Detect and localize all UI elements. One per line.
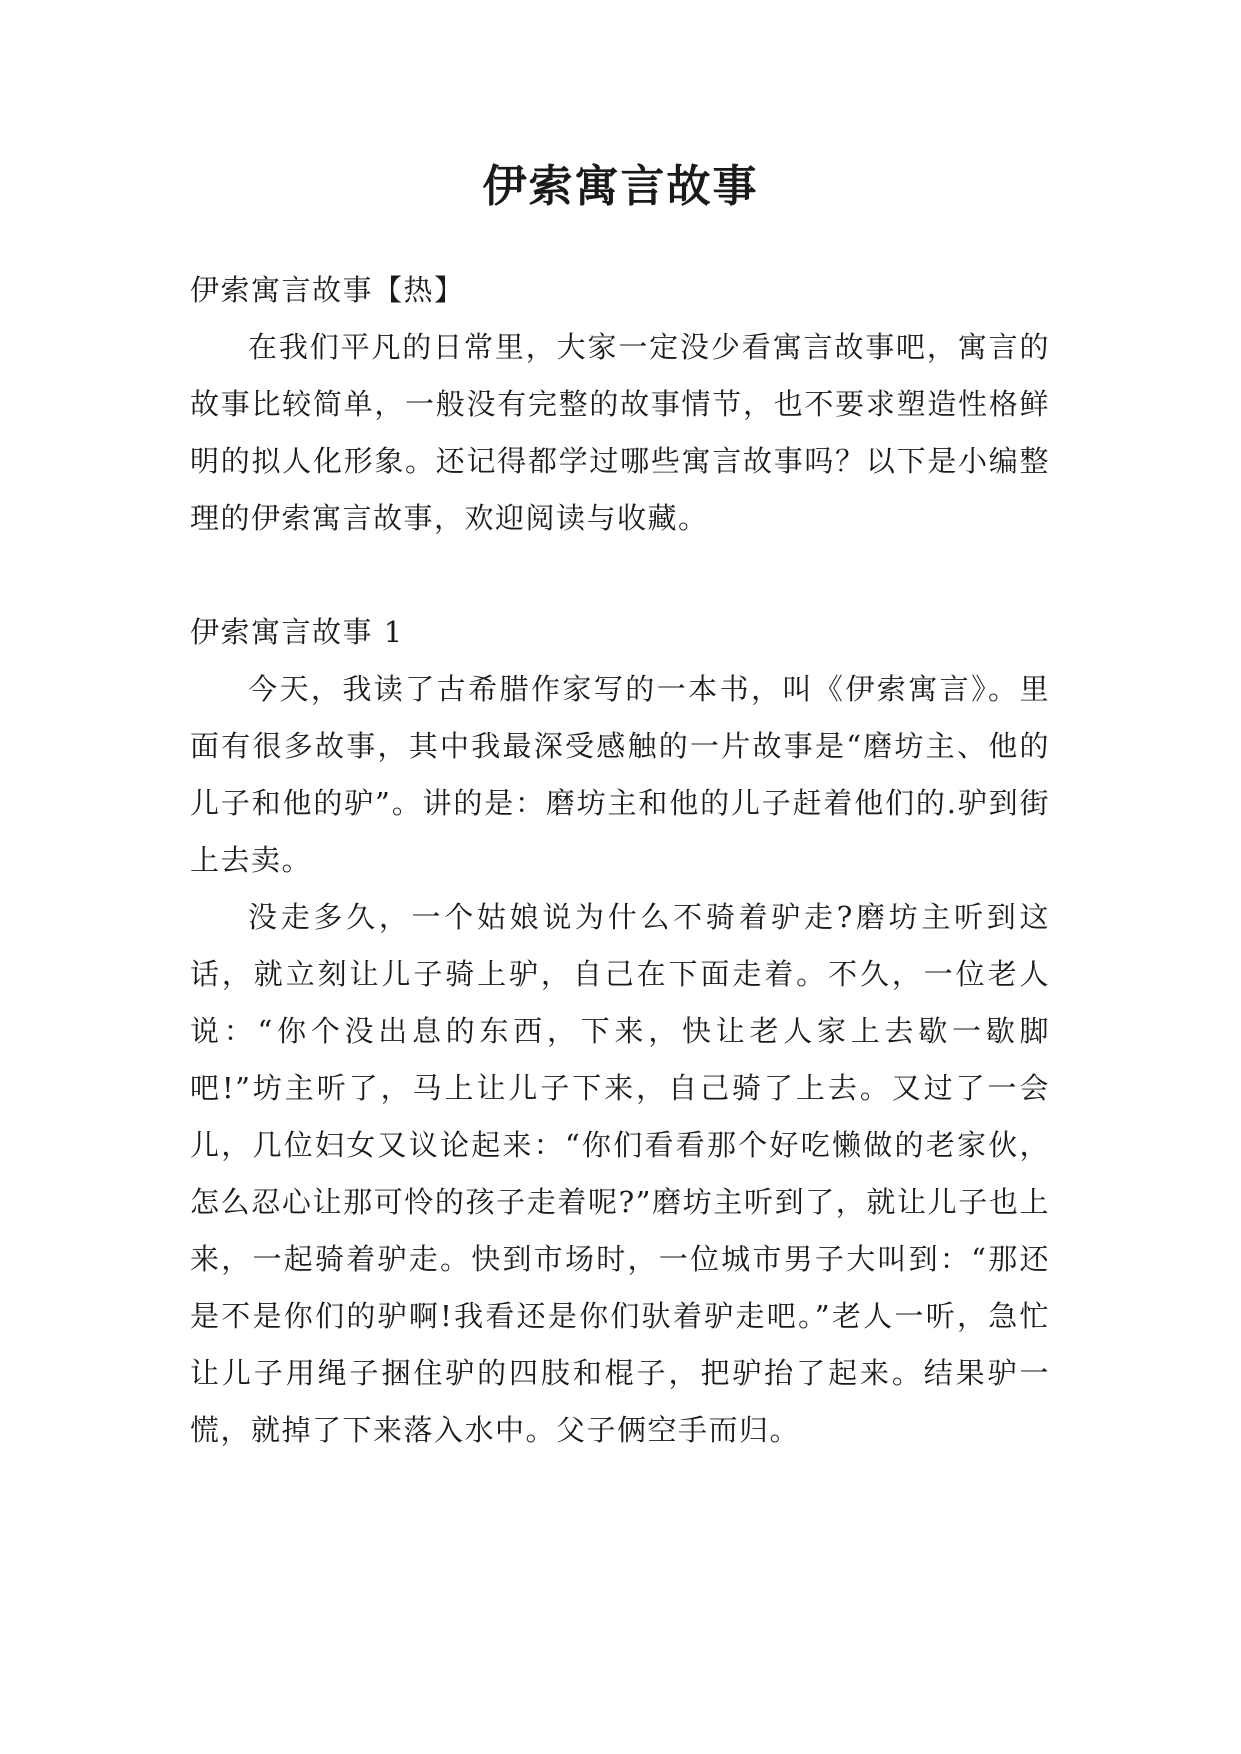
intro-paragraph: 在我们平凡的日常里，大家一定没少看寓言故事吧，寓言的故事比较简单，一般没有完整的故事情节，也不要求塑造性格鲜明的拟人化形象。还记得都学过哪些寓言故事吗？以下是小编整理的伊索寓言故事，欢迎阅读与收藏。 <box>190 330 1050 535</box>
document-title: 伊索寓言故事 <box>482 161 759 212</box>
intro-heading: 伊索寓言故事【热】 <box>190 273 465 307</box>
story1-paragraph: 今天，我读了古希腊作家写的一本书，叫《伊索寓言》。里面有很多故事，其中我最深受感触的一片故事是“磨坊主、他的儿子和他的驴”。讲的是：磨坊主和他的儿子赶着他们的.驴到街上去卖。 <box>190 672 1050 877</box>
story1-heading: 伊索寓言故事 1 <box>190 615 404 649</box>
story1-paragraph: 没走多久，一个姑娘说为什么不骑着驴走?磨坊主听到这话，就立刻让儿子骑上驴，自己在下面走着。不久，一位老人说：“你个没出息的东西，下来，快让老人家上去歇一歇脚吧!”坊主听了，马上让儿子下来，自己骑了上去。又过了一会儿，几位妇女又议论起来：“你们看看那个好吃懒做的老家伙，怎么忍心让那可怜的孩子走着呢?”磨坊主听到了，就让儿子也上来，一起骑着驴走。快到市场时，一位城市男子大叫到：“那还是不是你们的驴啊!我看还是你们驮着驴走吧。”老人一听，急忙让儿子用绳子捆住驴的四肢和棍子，把驴抬了起来。结果驴一慌，就掉了下来落入水中。父子俩空手而归。 <box>190 900 1050 1447</box>
document-body <box>190 262 1050 1459</box>
section-spacer <box>190 547 1050 604</box>
